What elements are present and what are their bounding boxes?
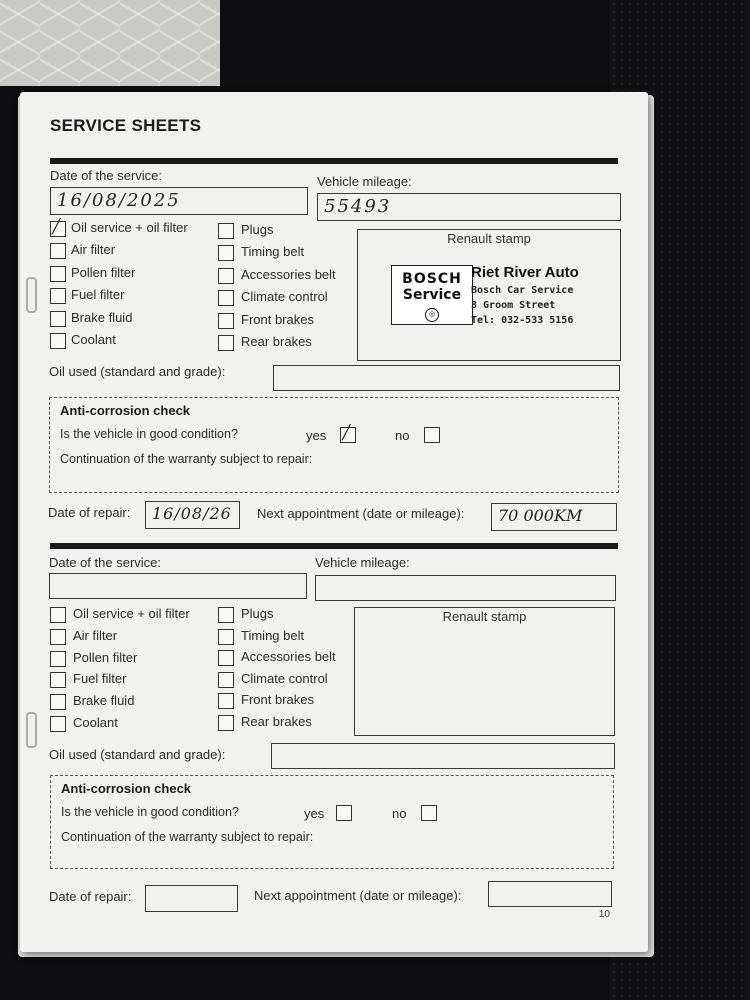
page-title: SERVICE SHEETS	[50, 116, 202, 135]
sheet1-next-field[interactable]	[491, 503, 617, 531]
sheet1-anticorrosion-box	[49, 397, 619, 493]
checklist-item-label: Brake fluid	[71, 309, 133, 325]
sheet1-date-value: 16/08/2025	[57, 190, 181, 211]
checkbox-s1-left-3[interactable]	[50, 288, 66, 304]
sheet2-date-field[interactable]	[49, 573, 307, 599]
dealer-name: Riet River Auto	[471, 264, 579, 281]
checkbox-s2-right-5[interactable]	[218, 715, 234, 731]
checklist-item-label: Air filter	[71, 242, 116, 258]
checkbox-s1-right-1[interactable]	[218, 245, 234, 261]
bosch-service-logo: BOSCH Service ◎	[391, 265, 473, 325]
service-sheet-page	[20, 92, 648, 952]
sheet2-repair-label: Date of repair:	[49, 889, 132, 904]
sheet1-oil-field[interactable]	[273, 365, 620, 391]
sheet1-repair-value: 16/08/26	[152, 504, 232, 523]
sheet2-top-rule	[50, 543, 618, 549]
background-tile-pattern	[0, 0, 220, 86]
checklist-item-label: Rear brakes	[241, 334, 312, 349]
sheet2-date-label: Date of the service:	[49, 555, 161, 570]
sheet2-ac-question: Is the vehicle in good condition?	[61, 805, 239, 819]
checkbox-s1-left-1[interactable]	[50, 243, 66, 259]
checklist-item-label: Air filter	[73, 627, 118, 643]
checkbox-s2-left-0[interactable]	[50, 607, 66, 623]
sheet2-stamp-label: Renault stamp	[442, 609, 527, 624]
sheet2-oil-field[interactable]	[271, 743, 615, 769]
checklist-item-label: Front brakes	[241, 692, 314, 708]
check-mark-icon: ╱	[342, 425, 351, 441]
checklist-item-label: Rear brakes	[241, 714, 312, 729]
checkbox-s1-right-5[interactable]	[218, 335, 234, 351]
sheet1-mileage-label: Vehicle mileage:	[317, 174, 412, 189]
checklist-item-label: Timing belt	[241, 627, 305, 643]
checkbox-s1-left-2[interactable]	[50, 266, 66, 282]
checklist-item-label: Plugs	[241, 606, 274, 621]
checkbox-s2-right-3[interactable]	[218, 672, 234, 688]
checkbox-s2-left-3[interactable]	[50, 672, 66, 688]
checkbox-s2-left-4[interactable]	[50, 694, 66, 710]
checklist-item-label: Accessories belt	[241, 649, 336, 665]
sheet1-no-checkbox[interactable]	[424, 427, 440, 443]
sheet2-anticorrosion-box	[50, 775, 614, 869]
sheet1-ac-title: Anti-corrosion check	[60, 403, 191, 418]
sheet2-warranty-label: Continuation of the warranty subject to repair:	[61, 830, 314, 844]
sheet1-mileage-field[interactable]	[317, 193, 621, 221]
checklist-item-label: Oil service + oil filter	[73, 606, 190, 621]
dealer-line-3: Tel: 032-533 5156	[471, 315, 574, 326]
checklist-item-label: Pollen filter	[73, 649, 138, 665]
checklist-item-label: Pollen filter	[71, 264, 136, 280]
checklist-item-label: Accessories belt	[241, 266, 336, 282]
sheet2-ac-title: Anti-corrosion check	[61, 781, 192, 796]
checklist-item-label: Coolant	[71, 332, 116, 347]
checklist-item-label: Fuel filter	[73, 671, 127, 687]
checkbox-s1-right-3[interactable]	[218, 290, 234, 306]
sheet2-next-field[interactable]	[488, 881, 612, 907]
checkbox-s1-left-5[interactable]	[50, 333, 66, 349]
checkbox-s2-left-2[interactable]	[50, 651, 66, 667]
sheet1-date-label: Date of the service:	[50, 168, 162, 183]
sheet1-no-label: no	[395, 428, 410, 443]
checklist-item-label: Coolant	[73, 715, 118, 730]
checklist-item-label: Brake fluid	[73, 693, 135, 709]
checkbox-s1-left-4[interactable]	[50, 311, 66, 327]
sheet1-warranty-label: Continuation of the warranty subject to repair:	[60, 452, 313, 466]
sheet1-repair-label: Date of repair:	[48, 505, 131, 520]
checkbox-s2-right-4[interactable]	[218, 693, 234, 709]
checklist-item-label: Climate control	[241, 289, 328, 305]
sheet1-next-value: 70 000KM	[498, 506, 583, 525]
sheet1-next-label: Next appointment (date or mileage):	[257, 506, 465, 521]
checklist-item-label: Plugs	[241, 222, 274, 237]
sheet2-mileage-label: Vehicle mileage:	[315, 555, 410, 570]
sheet1-stamp-label: Renault stamp	[447, 231, 531, 246]
checklist-item-label: Climate control	[241, 670, 328, 686]
sheet1-mileage-value: 55493	[324, 196, 392, 217]
binding-staple-top	[26, 277, 37, 313]
sheet2-stamp-box	[354, 607, 615, 736]
sheet2-mileage-field[interactable]	[315, 575, 616, 601]
page-number: 10	[598, 909, 610, 920]
sheet1-repair-field[interactable]	[145, 501, 240, 529]
sheet2-repair-field[interactable]	[145, 885, 238, 912]
sheet2-next-label: Next appointment (date or mileage):	[254, 888, 462, 903]
sheet1-ac-question: Is the vehicle in good condition?	[60, 427, 238, 441]
check-mark-icon: ╱	[52, 219, 61, 235]
bosch-ring-icon: ◎	[425, 308, 439, 322]
checkbox-s1-right-2[interactable]	[218, 268, 234, 284]
checkbox-s1-left-0[interactable]	[50, 221, 66, 237]
dealer-line-1: Bosch Car Service	[471, 285, 574, 296]
binding-staple-bottom	[26, 712, 37, 748]
sheet2-no-checkbox[interactable]	[421, 805, 437, 821]
checkbox-s2-right-1[interactable]	[218, 629, 234, 645]
checkbox-s2-right-0[interactable]	[218, 607, 234, 623]
checklist-item-label: Oil service + oil filter	[71, 220, 188, 235]
checkbox-s1-right-4[interactable]	[218, 313, 234, 329]
dealer-line-2: 3 Groom Street	[471, 300, 556, 311]
sheet1-top-rule	[50, 158, 618, 164]
sheet1-date-field[interactable]	[50, 187, 308, 215]
sheet2-yes-checkbox[interactable]	[336, 805, 352, 821]
sheet1-oil-label: Oil used (standard and grade):	[49, 364, 226, 379]
checkbox-s2-left-1[interactable]	[50, 629, 66, 645]
checkbox-s2-left-5[interactable]	[50, 716, 66, 732]
sheet1-yes-label: yes	[306, 428, 327, 443]
sheet2-oil-label: Oil used (standard and grade):	[49, 747, 226, 762]
checkbox-s1-right-0[interactable]	[218, 223, 234, 239]
checkbox-s2-right-2[interactable]	[218, 650, 234, 666]
sheet1-yes-checkbox[interactable]	[340, 427, 356, 443]
checklist-item-label: Front brakes	[241, 311, 314, 327]
checklist-item-label: Timing belt	[241, 244, 305, 260]
sheet2-no-label: no	[392, 806, 407, 821]
sheet2-yes-label: yes	[304, 806, 325, 821]
checklist-item-label: Fuel filter	[71, 287, 125, 303]
sheet1-stamp-box	[357, 229, 621, 361]
